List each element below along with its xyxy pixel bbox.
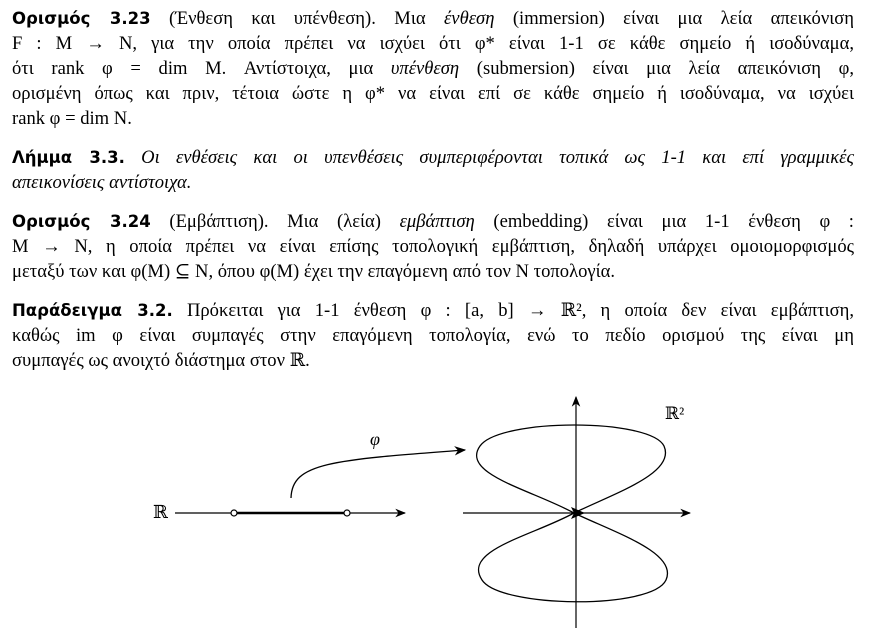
- example-3-2-line-1: [12, 298, 854, 323]
- definition-3-23-line-5: rank φ = dim N.: [12, 108, 132, 129]
- map-phi-arrow: [291, 450, 465, 498]
- definition-3-23-line-1: [12, 6, 854, 31]
- immersion-figure: [0, 388, 869, 639]
- definition-3-23-line-4: ορισμένη όπως και πριν, τέτοια ώστε η φ* να είναι επί σε κάθε σημείο ή ισοδύναμα, να ισχύει: [12, 83, 854, 104]
- lemma-3-3-line-2: απεικονίσεις αντίστοιχα.: [12, 172, 192, 193]
- label-real-line: ℝ: [153, 502, 168, 522]
- example-3-2-head: Παράδειγμα 3.2.: [12, 301, 173, 320]
- label-plane: ℝ²: [665, 404, 685, 423]
- definition-3-23-head: Ορισμός 3.23: [12, 9, 151, 28]
- definition-3-23-text: (immersion) είναι μια λεία απεικόνιση: [512, 8, 854, 29]
- interval-endpoint-a: [231, 510, 237, 516]
- definition-3-24: [12, 209, 854, 284]
- term-embedding: εμβάπτιση: [399, 211, 475, 232]
- definition-3-23-text: (submersion) είναι μια λεία απεικόνιση φ,: [476, 58, 855, 79]
- definition-3-24-text: (embedding) είναι μια 1-1 ένθεση φ :: [493, 211, 854, 232]
- definition-3-24-line-3: μεταξύ των και φ(M) ⊆ N, όπου φ(M) έχει την επαγόμενη από τον N τοπολογία.: [12, 261, 616, 282]
- definition-3-23: [12, 6, 854, 131]
- definition-3-23-title: (Ένθεση και υπένθεση).: [169, 8, 376, 29]
- lemma-3-3-text: Οι ενθέσεις και οι υπενθέσεις συμπεριφέρονται τοπικά ως 1-1 και επί γραμμικές: [141, 147, 854, 168]
- lemma-3-3-head: Λήμμα 3.3.: [12, 148, 125, 167]
- definition-3-23-text: ότι rank φ = dim M. Αντίστοιχα, μια: [12, 58, 374, 79]
- lemma-3-3: [12, 145, 854, 195]
- figure-eight-upper-loop: [477, 425, 666, 513]
- definition-3-23-line-2: F : M → N, για την οποία πρέπει να ισχύει ότι φ* είναι 1-1 σε κάθε σημείο ή ισοδύναμα,: [12, 33, 854, 54]
- label-phi: φ: [370, 429, 380, 449]
- definition-3-24-title: (Εμβάπτιση).: [169, 211, 269, 232]
- definition-3-24-head: Ορισμός 3.24: [12, 212, 151, 231]
- lemma-3-3-line-1: [12, 145, 854, 170]
- definition-3-24-line-1: [12, 209, 854, 234]
- example-3-2-line-2: καθώς im φ είναι συμπαγές στην επαγόμενη τοπολογία, ενώ το πεδίο ορισμού της είναι μη: [12, 325, 854, 346]
- figure-eight-lower-loop: [478, 513, 667, 602]
- term-submersion: υπένθεση: [390, 58, 460, 79]
- definition-3-23-text: Μια: [394, 8, 426, 29]
- definition-3-24-line-2: M → N, η οποία πρέπει να είναι επίσης τοπολογική εμβάπτιση, δηλαδή υπάρχει ομοιομορφισμός: [12, 236, 854, 257]
- example-3-2-line-3: συμπαγές ως ανοιχτό διάστημα στον ℝ.: [12, 350, 310, 371]
- term-immersion: ένθεση: [443, 8, 495, 29]
- page-content: [12, 6, 854, 387]
- example-3-2-text: Πρόκειται για 1-1 ένθεση φ : [a, b] → ℝ², η οποία δεν είναι εμβάπτιση,: [186, 300, 854, 321]
- definition-3-23-line-3: [12, 56, 854, 81]
- definition-3-24-text: Μια (λεία): [287, 211, 381, 232]
- interval-endpoint-b: [344, 510, 350, 516]
- example-3-2: [12, 298, 854, 373]
